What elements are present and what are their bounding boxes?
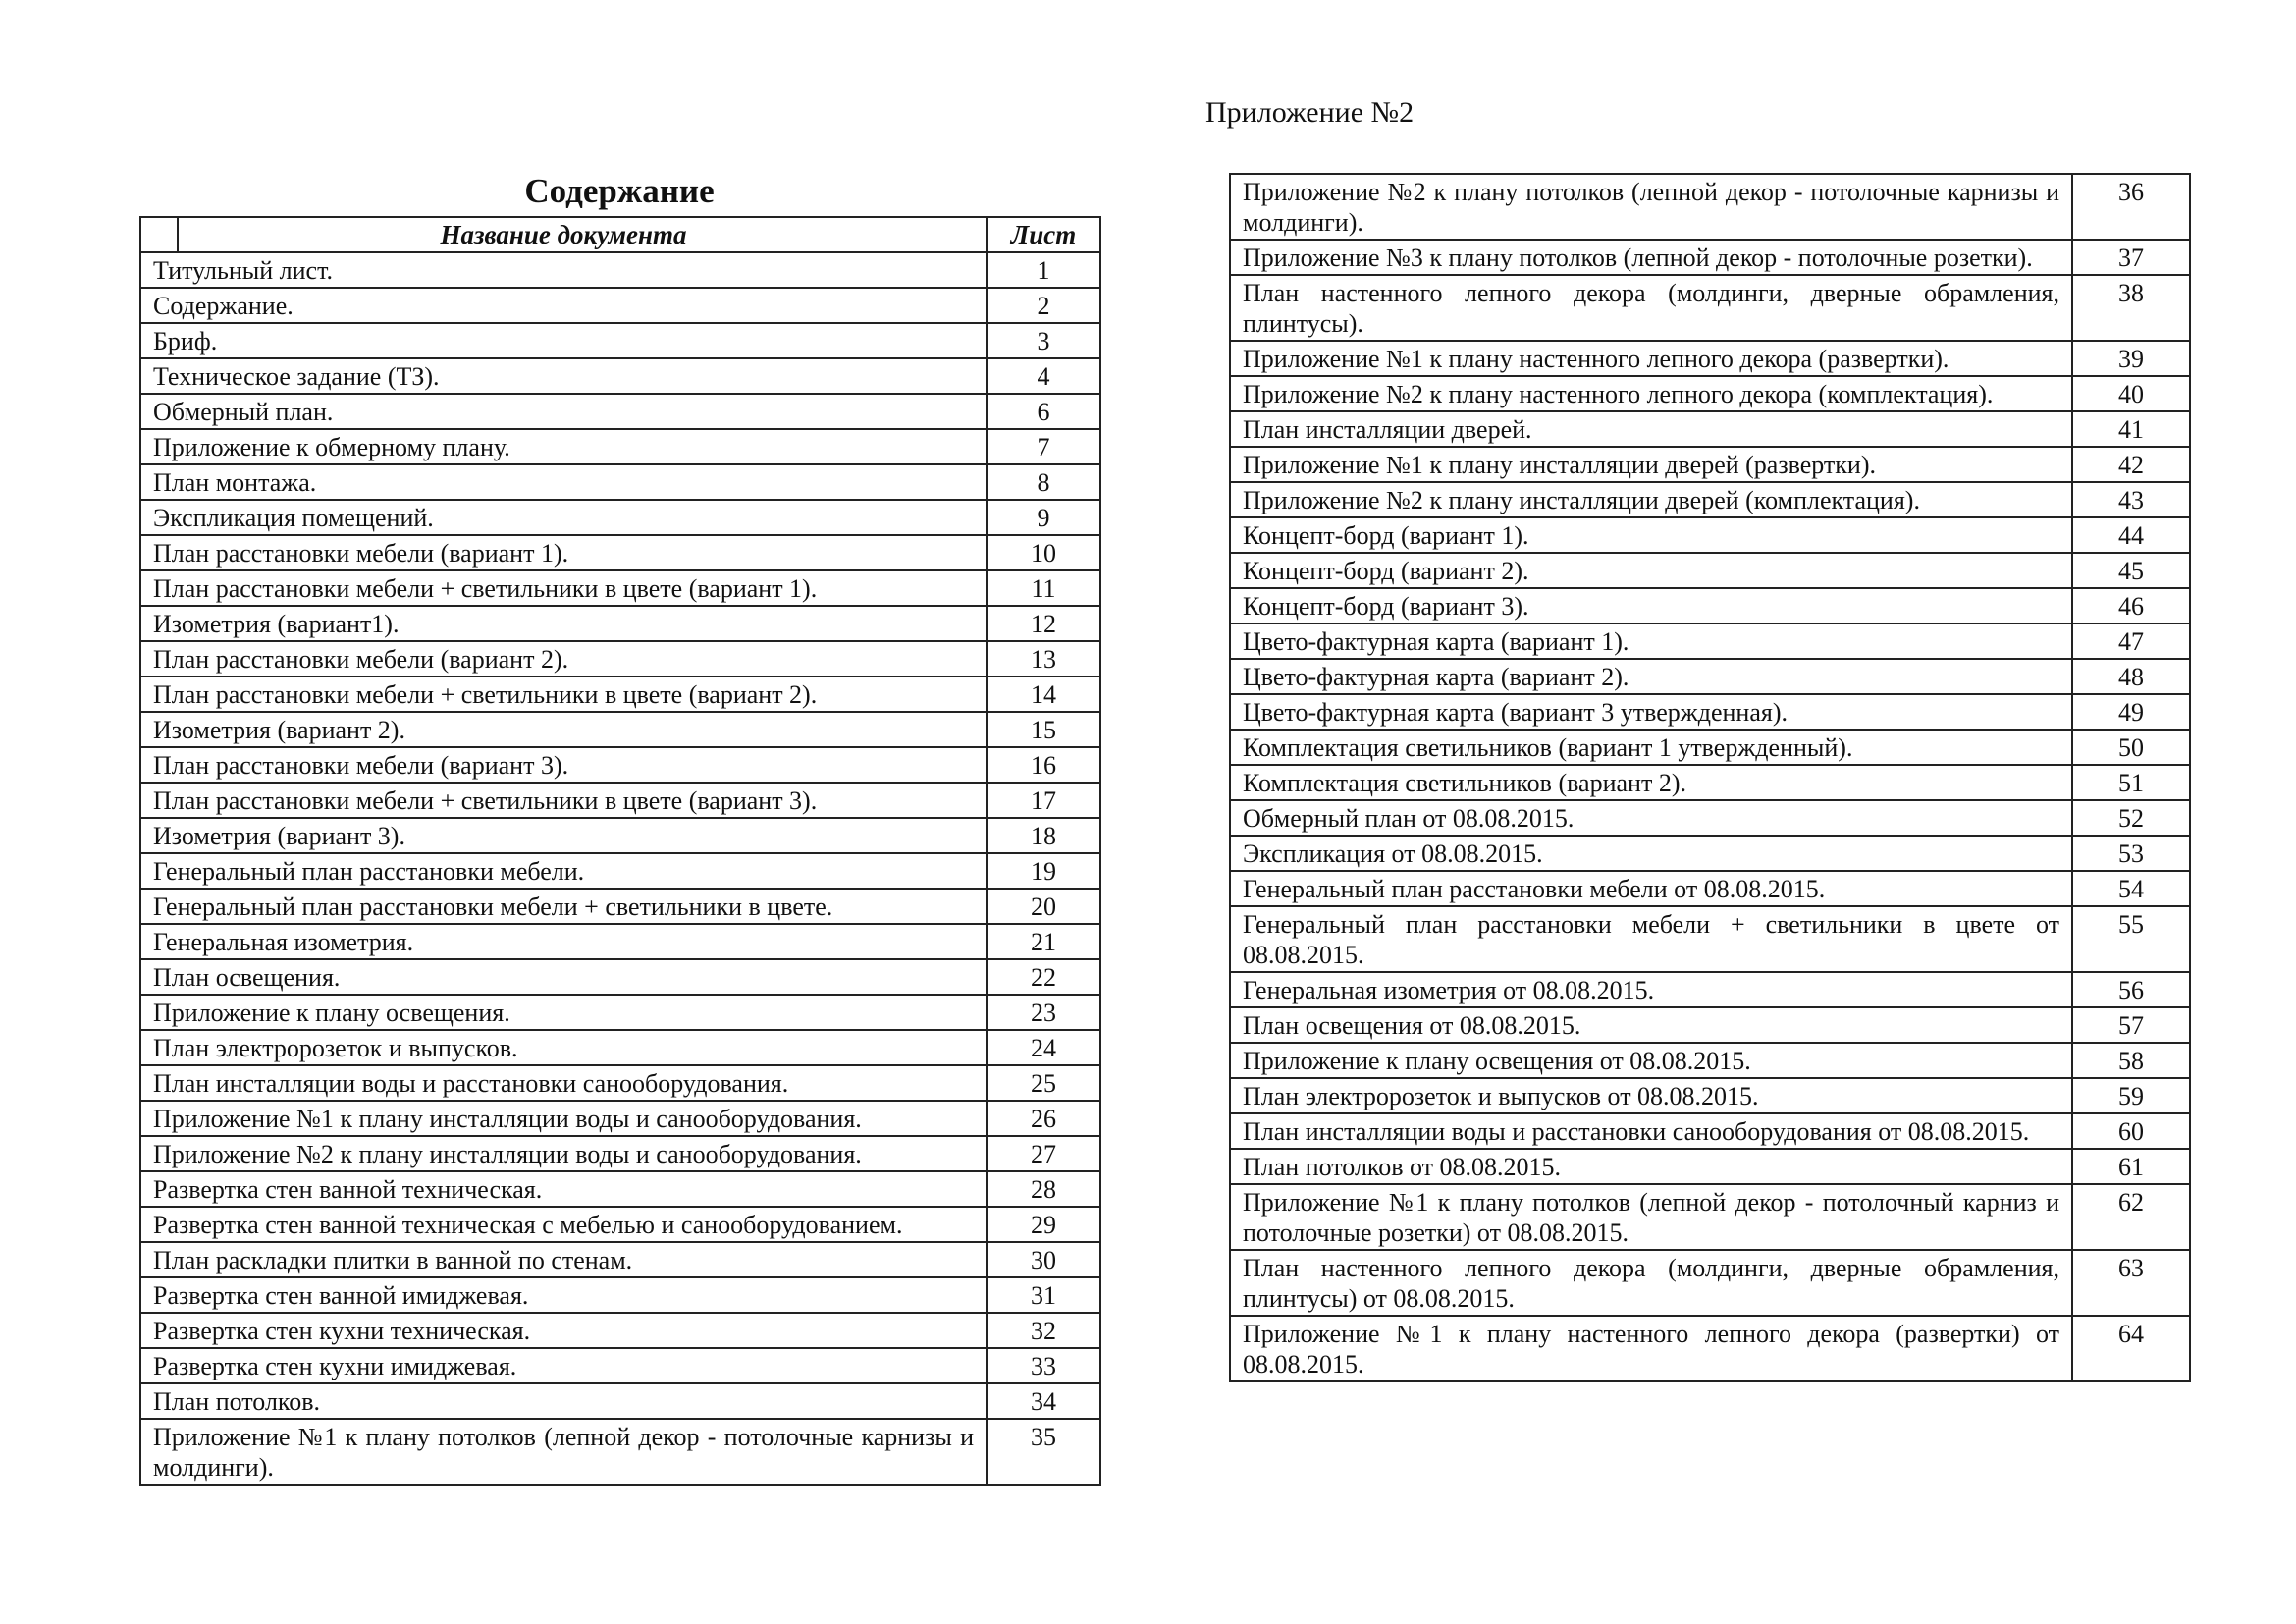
column-header-name-label: Название документа [440, 220, 687, 249]
document-name-cell: План настенного лепного декора (молдинги, дверные обрамления, плинтусы). [1230, 275, 2072, 341]
table-row [1230, 730, 2190, 765]
document-name-cell: План расстановки мебели + светильники в цвете (вариант 1). [140, 570, 987, 606]
document-name-cell: План электророзеток и выпусков. [140, 1030, 987, 1065]
sheet-number-cell: 54 [2072, 871, 2190, 906]
table-row [140, 1030, 1100, 1065]
table-row [1230, 240, 2190, 275]
sheet-number-cell: 28 [987, 1171, 1100, 1207]
appendix-title: Приложение №2 [1205, 96, 1415, 129]
document-name-cell: Изометрия (вариант1). [140, 606, 987, 641]
sheet-number-cell: 10 [987, 535, 1100, 570]
sheet-number-cell: 7 [987, 429, 1100, 464]
table-row [140, 889, 1100, 924]
document-name-cell: Генеральный план расстановки мебели + светильники в цвете от 08.08.2015. [1230, 906, 2072, 972]
table-row [140, 500, 1100, 535]
sheet-number-cell: 14 [987, 677, 1100, 712]
page-title: Содержание [524, 172, 715, 210]
sheet-number-cell: 3 [987, 323, 1100, 358]
table-row [1230, 1316, 2190, 1381]
document-name-cell: Приложение к плану освещения. [140, 995, 987, 1030]
document-name-cell: Развертка стен ванной имиджевая. [140, 1277, 987, 1313]
sheet-number-cell: 38 [2072, 275, 2190, 341]
document-name-cell: Изометрия (вариант 2). [140, 712, 987, 747]
table-row [140, 288, 1100, 323]
sheet-number-cell: 37 [2072, 240, 2190, 275]
contents-table [139, 216, 1101, 1486]
table-row [1230, 800, 2190, 836]
sheet-number-cell: 20 [987, 889, 1100, 924]
table-row [1230, 623, 2190, 659]
document-name-cell: Обмерный план. [140, 394, 987, 429]
sheet-number-cell: 1 [987, 252, 1100, 288]
document-name-cell: Генеральный план расстановки мебели + светильники в цвете. [140, 889, 987, 924]
sheet-number-cell: 30 [987, 1242, 1100, 1277]
table-row [140, 535, 1100, 570]
sheet-number-cell: 52 [2072, 800, 2190, 836]
document-name-cell: План раскладки плитки в ванной по стенам. [140, 1242, 987, 1277]
sheet-number-cell: 49 [2072, 694, 2190, 730]
sheet-number-cell: 61 [2072, 1149, 2190, 1184]
document-name-cell: Генеральная изометрия. [140, 924, 987, 959]
appendix-table [1229, 173, 2191, 1382]
document-name-cell: План расстановки мебели (вариант 3). [140, 747, 987, 783]
table-row [140, 323, 1100, 358]
table-row [1230, 1007, 2190, 1043]
table-row [140, 1242, 1100, 1277]
sheet-number-cell: 19 [987, 853, 1100, 889]
document-name-cell: План расстановки мебели (вариант 1). [140, 535, 987, 570]
table-row [140, 394, 1100, 429]
table-row [1230, 341, 2190, 376]
sheet-number-cell: 58 [2072, 1043, 2190, 1078]
table-row [1230, 765, 2190, 800]
table-row [1230, 482, 2190, 517]
sheet-number-cell: 15 [987, 712, 1100, 747]
table-row [140, 1136, 1100, 1171]
sheet-number-cell: 44 [2072, 517, 2190, 553]
sheet-number-cell: 8 [987, 464, 1100, 500]
sheet-number-cell: 18 [987, 818, 1100, 853]
document-name-cell: Приложение №2 к плану настенного лепного декора (комплектация). [1230, 376, 2072, 411]
table-row [1230, 972, 2190, 1007]
document-name-cell: Бриф. [140, 323, 987, 358]
table-row [140, 1313, 1100, 1348]
sheet-number-cell: 35 [987, 1419, 1100, 1485]
document-name-cell: Комплектация светильников (вариант 1 утвержденный). [1230, 730, 2072, 765]
document-name-cell: План инсталляции воды и расстановки санооборудования. [140, 1065, 987, 1101]
document-name-cell: Развертка стен ванной техническая с мебелью и санооборудованием. [140, 1207, 987, 1242]
sheet-number-cell: 42 [2072, 447, 2190, 482]
sheet-number-cell: 11 [987, 570, 1100, 606]
table-row [1230, 517, 2190, 553]
document-name-cell: Приложение №1 к плану настенного лепного декора (развертки). [1230, 341, 2072, 376]
document-name-cell: Приложение №3 к плану потолков (лепной декор - потолочные розетки). [1230, 240, 2072, 275]
document-name-cell: План настенного лепного декора (молдинги, дверные обрамления, плинтусы) от 08.08.2015. [1230, 1250, 2072, 1316]
document-name-cell: Приложение №1 к плану инсталляции воды и санооборудования. [140, 1101, 987, 1136]
document-name-cell: План расстановки мебели (вариант 2). [140, 641, 987, 677]
sheet-number-cell: 12 [987, 606, 1100, 641]
header-divider [177, 218, 179, 251]
table-row [140, 783, 1100, 818]
sheet-number-cell: 34 [987, 1383, 1100, 1419]
document-name-cell: Генеральный план расстановки мебели. [140, 853, 987, 889]
table-row [140, 429, 1100, 464]
table-row [140, 252, 1100, 288]
document-name-cell: Приложение №2 к плану инсталляции дверей (комплектация). [1230, 482, 2072, 517]
sheet-number-cell: 24 [987, 1030, 1100, 1065]
table-row [1230, 411, 2190, 447]
sheet-number-cell: 6 [987, 394, 1100, 429]
sheet-number-cell: 41 [2072, 411, 2190, 447]
document-name-cell: Цвето-фактурная карта (вариант 3 утвержденная). [1230, 694, 2072, 730]
table-header-row [140, 217, 1100, 252]
column-header-sheet: Лист [987, 217, 1100, 252]
sheet-number-cell: 64 [2072, 1316, 2190, 1381]
sheet-number-cell: 25 [987, 1065, 1100, 1101]
sheet-number-cell: 60 [2072, 1113, 2190, 1149]
sheet-number-cell: 62 [2072, 1184, 2190, 1250]
sheet-number-cell: 59 [2072, 1078, 2190, 1113]
table-row [140, 924, 1100, 959]
sheet-number-cell: 51 [2072, 765, 2190, 800]
sheet-number-cell: 21 [987, 924, 1100, 959]
document-name-cell: Цвето-фактурная карта (вариант 2). [1230, 659, 2072, 694]
column-header-name [140, 217, 987, 252]
contents-table-body [140, 252, 1100, 1485]
table-row [140, 1383, 1100, 1419]
table-row [1230, 1149, 2190, 1184]
table-row [1230, 553, 2190, 588]
table-row [1230, 1184, 2190, 1250]
document-name-cell: Обмерный план от 08.08.2015. [1230, 800, 2072, 836]
table-row [140, 747, 1100, 783]
document-name-cell: Приложение №1 к плану потолков (лепной декор - потолочный карниз и потолочные розетки) от 08.08.2015. [1230, 1184, 2072, 1250]
document-name-cell: Приложение к плану освещения от 08.08.2015. [1230, 1043, 2072, 1078]
document-name-cell: План потолков от 08.08.2015. [1230, 1149, 2072, 1184]
table-row [1230, 871, 2190, 906]
table-row [1230, 694, 2190, 730]
sheet-number-cell: 56 [2072, 972, 2190, 1007]
sheet-number-cell: 13 [987, 641, 1100, 677]
document-name-cell: Цвето-фактурная карта (вариант 1). [1230, 623, 2072, 659]
document-name-cell: План освещения от 08.08.2015. [1230, 1007, 2072, 1043]
table-row [140, 1207, 1100, 1242]
document-name-cell: План инсталляции воды и расстановки санооборудования от 08.08.2015. [1230, 1113, 2072, 1149]
sheet-number-cell: 63 [2072, 1250, 2190, 1316]
document-name-cell: Приложение к обмерному плану. [140, 429, 987, 464]
document-name-cell: Изометрия (вариант 3). [140, 818, 987, 853]
sheet-number-cell: 53 [2072, 836, 2190, 871]
sheet-number-cell: 32 [987, 1313, 1100, 1348]
document-name-cell: Развертка стен кухни техническая. [140, 1313, 987, 1348]
sheet-number-cell: 43 [2072, 482, 2190, 517]
document-name-cell: План расстановки мебели + светильники в цвете (вариант 3). [140, 783, 987, 818]
table-row [1230, 174, 2190, 240]
table-row [140, 712, 1100, 747]
table-row [140, 1419, 1100, 1485]
document-name-cell: Генеральная изометрия от 08.08.2015. [1230, 972, 2072, 1007]
document-name-cell: Приложение №2 к плану потолков (лепной декор - потолочные карнизы и молдинги). [1230, 174, 2072, 240]
document-name-cell: Развертка стен кухни имиджевая. [140, 1348, 987, 1383]
sheet-number-cell: 47 [2072, 623, 2190, 659]
table-row [140, 818, 1100, 853]
table-row [1230, 376, 2190, 411]
document-name-cell: План потолков. [140, 1383, 987, 1419]
sheet-number-cell: 45 [2072, 553, 2190, 588]
table-row [140, 641, 1100, 677]
sheet-number-cell: 39 [2072, 341, 2190, 376]
document-name-cell: Экспликация помещений. [140, 500, 987, 535]
appendix-table-body [1230, 174, 2190, 1381]
table-row [1230, 1043, 2190, 1078]
table-row [140, 1348, 1100, 1383]
sheet-number-cell: 48 [2072, 659, 2190, 694]
sheet-number-cell: 57 [2072, 1007, 2190, 1043]
sheet-number-cell: 17 [987, 783, 1100, 818]
table-row [1230, 588, 2190, 623]
sheet-number-cell: 50 [2072, 730, 2190, 765]
document-name-cell: Техническое задание (ТЗ). [140, 358, 987, 394]
document-name-cell: Титульный лист. [140, 252, 987, 288]
table-row [140, 464, 1100, 500]
table-row [140, 1065, 1100, 1101]
document-name-cell: Развертка стен ванной техническая. [140, 1171, 987, 1207]
table-row [140, 995, 1100, 1030]
table-row [1230, 275, 2190, 341]
table-row [140, 1277, 1100, 1313]
document-name-cell: План монтажа. [140, 464, 987, 500]
sheet-number-cell: 26 [987, 1101, 1100, 1136]
sheet-number-cell: 29 [987, 1207, 1100, 1242]
sheet-number-cell: 22 [987, 959, 1100, 995]
table-row [140, 570, 1100, 606]
document-name-cell: Концепт-борд (вариант 2). [1230, 553, 2072, 588]
table-row [140, 606, 1100, 641]
table-row [1230, 906, 2190, 972]
table-row [140, 853, 1100, 889]
document-name-cell: План инсталляции дверей. [1230, 411, 2072, 447]
sheet-number-cell: 46 [2072, 588, 2190, 623]
document-name-cell: Приложение №1 к плану потолков (лепной декор - потолочные карнизы и молдинги). [140, 1419, 987, 1485]
document-name-cell: Концепт-борд (вариант 1). [1230, 517, 2072, 553]
document-name-cell: Концепт-борд (вариант 3). [1230, 588, 2072, 623]
document-name-cell: План электророзеток и выпусков от 08.08.2015. [1230, 1078, 2072, 1113]
sheet-number-cell: 9 [987, 500, 1100, 535]
sheet-number-cell: 23 [987, 995, 1100, 1030]
table-row [1230, 1113, 2190, 1149]
sheet-number-cell: 33 [987, 1348, 1100, 1383]
table-row [140, 1101, 1100, 1136]
sheet-number-cell: 40 [2072, 376, 2190, 411]
table-row [1230, 659, 2190, 694]
document-name-cell: Приложение №1 к плану настенного лепного декора (развертки) от 08.08.2015. [1230, 1316, 2072, 1381]
sheet-number-cell: 2 [987, 288, 1100, 323]
table-row [140, 358, 1100, 394]
document-name-cell: План освещения. [140, 959, 987, 995]
sheet-number-cell: 31 [987, 1277, 1100, 1313]
table-row [140, 1171, 1100, 1207]
document-name-cell: Приложение №1 к плану инсталляции дверей (развертки). [1230, 447, 2072, 482]
sheet-number-cell: 4 [987, 358, 1100, 394]
table-row [140, 959, 1100, 995]
document-name-cell: Генеральный план расстановки мебели от 08.08.2015. [1230, 871, 2072, 906]
table-row [1230, 836, 2190, 871]
table-row [1230, 1250, 2190, 1316]
document-name-cell: Комплектация светильников (вариант 2). [1230, 765, 2072, 800]
document-name-cell: План расстановки мебели + светильники в цвете (вариант 2). [140, 677, 987, 712]
table-row [1230, 447, 2190, 482]
document-name-cell: Содержание. [140, 288, 987, 323]
sheet-number-cell: 27 [987, 1136, 1100, 1171]
document-name-cell: Приложение №2 к плану инсталляции воды и санооборудования. [140, 1136, 987, 1171]
table-row [140, 677, 1100, 712]
document-name-cell: Экспликация от 08.08.2015. [1230, 836, 2072, 871]
sheet-number-cell: 16 [987, 747, 1100, 783]
table-row [1230, 1078, 2190, 1113]
sheet-number-cell: 55 [2072, 906, 2190, 972]
sheet-number-cell: 36 [2072, 174, 2190, 240]
